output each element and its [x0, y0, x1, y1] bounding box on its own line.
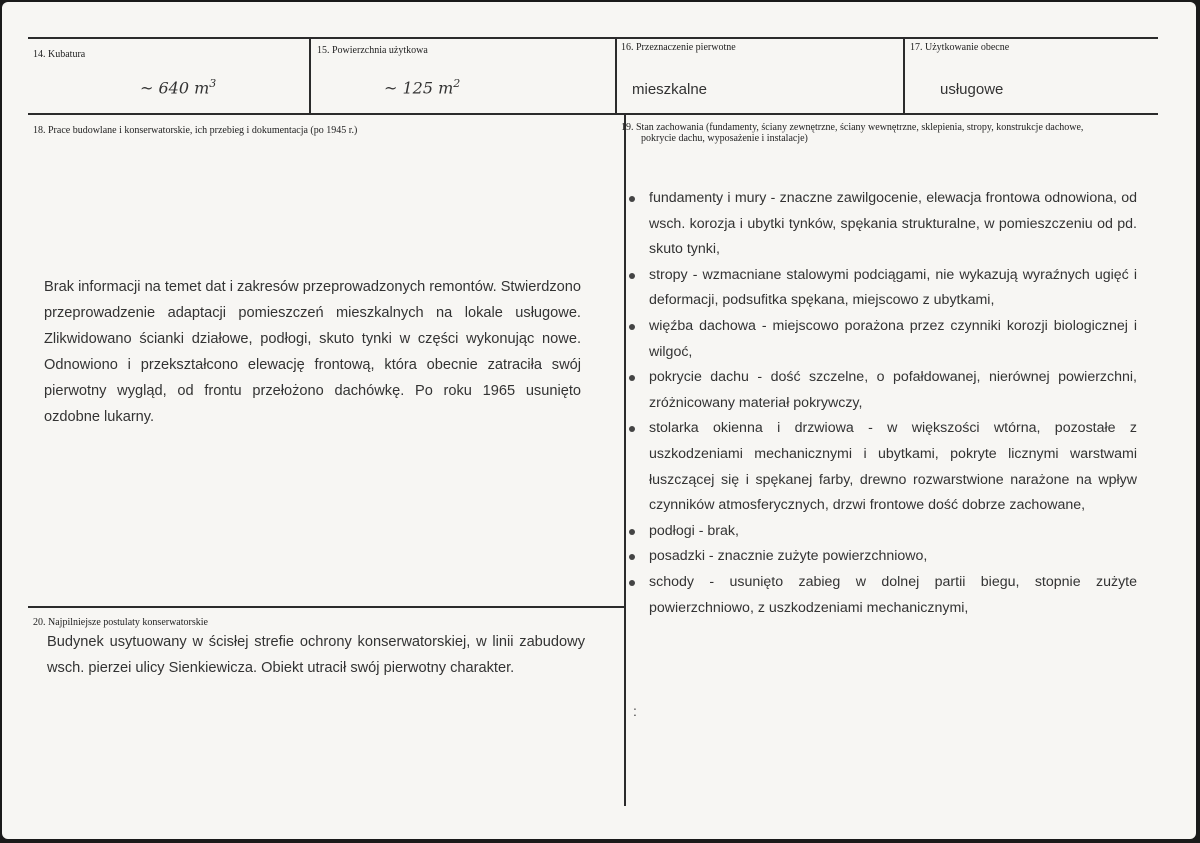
divider-15-16 [615, 38, 617, 114]
condition-item-flooring [629, 544, 1137, 570]
field-15-unit: m [438, 78, 454, 98]
condition-item-foundations [629, 186, 1137, 263]
field-20-label: 20. Najpilniejsze postulaty konserwatorskie [33, 617, 208, 628]
bullet-dot [629, 375, 635, 381]
bullet-dot [629, 529, 635, 535]
condition-item-ceilings [629, 263, 1137, 314]
divider-14-15 [309, 38, 311, 114]
trailing-mark: : [633, 703, 637, 719]
condition-item-text: podłogi - brak, [649, 522, 739, 539]
field-14-value [140, 77, 216, 97]
condition-item-text: pokrycie dachu - dość szczelne, o pofałdowanej, nierównej powierzchni, zróżnicowany materiał pokrywczy, [649, 369, 1137, 411]
condition-item-text: więźba dachowa - miejscowo porażona przez czynniki korozji biologicznej i wilgoć, [649, 317, 1137, 360]
field-14-unit: m [194, 78, 210, 98]
condition-item-text: fundamenty i mury - znaczne zawilgocenie, elewacja frontowa odnowiona, od wsch. korozja i ubytki tynków, spękania strukturalne, w pomieszczeniu od pd. skuto tynki, [649, 190, 1137, 258]
bullet-dot [629, 273, 635, 279]
field-15-number: ~ 125 [384, 78, 434, 98]
condition-item-text: stolarka okienna i drzwiowa - w większości wtórna, pozostałe z uszkodzeniami mechanicznymi i ubytkami, pokryte licznymi warstwami łuszczącej się i spękanej farby, drewno rozwarstwione narażone na wpływ czynników atmosferycznych, drzwi frontowe dość dobrze zachowane, [649, 420, 1137, 514]
bullet-dot [629, 196, 635, 202]
main-column-divider [624, 114, 626, 806]
condition-item-text: stropy - wzmacniane stalowymi podciągami, nie wykazują wyraźnych ugięć i deformacji, podsufitka spękana, miejscowo z ubytkami, [649, 266, 1137, 309]
header-bottom-line [28, 113, 1158, 115]
condition-item-roofing [629, 365, 1137, 416]
bullet-dot [629, 580, 635, 586]
condition-item-roof-truss [629, 314, 1137, 365]
field-17-label: 17. Użytkowanie obecne [910, 42, 1010, 53]
field-16-value: mieszkalne [632, 81, 708, 98]
condition-list [629, 186, 1137, 621]
condition-item-text: schody - usunięto zabieg w dolnej partii biegu, stopnie zużyte powierzchniowo, z uszkodzeniami mechanicznymi, [649, 573, 1137, 616]
divider-16-17 [903, 38, 905, 114]
bullet-dot [629, 426, 635, 432]
field-14-exponent: 3 [209, 77, 217, 90]
field-20-text: Budynek usytuowany w ścisłej strefie ochrony konserwatorskiej, w linii zabudowy wsch. pierzei ulicy Sienkiewicza. Obiekt utracił swój pierwotny charakter. [47, 634, 585, 676]
field-14-number: ~ 640 [140, 78, 190, 98]
condition-item-floors [629, 519, 1137, 545]
condition-item-joinery [629, 416, 1137, 518]
field-19-label-line1: 19. Stan zachowania (fundamenty, ściany zewnętrzne, ściany wewnętrzne, sklepienia, stropy, konstrukcje dachowe, [621, 122, 1084, 133]
field-18-text: Brak informacji na temet dat i zakresów przeprowadzonych remontów. Stwierdzono przeprowadzenie adaptacji pomieszczeń mieszkalnych na lokale usługowe. Zlikwidowano ścianki działowe, podłogi, skuto tynki w części wykonując nowe. Odnowiono i przekształcono elewację frontową, która obecnie zatraciła swój pierwotny wygląd, od frontu przełożono dachówkę. Po roku 1965 usunięto ozdobne lukarny. [44, 279, 581, 425]
field-16-label: 16. Przeznaczenie pierwotne [621, 42, 736, 53]
condition-item-stairs [629, 570, 1137, 621]
condition-item-text: posadzki - znacznie zużyte powierzchniowo, [649, 548, 928, 565]
field-14-label: 14. Kubatura [33, 49, 86, 60]
field-19-label-line2: pokrycie dachu, wyposażenie i instalacje) [641, 133, 808, 144]
section-20-top-line [28, 606, 625, 608]
field-15-value [384, 77, 460, 97]
top-border-line [28, 37, 1158, 39]
field-17-value: usługowe [940, 81, 1004, 98]
bullet-dot [629, 324, 635, 330]
field-15-label: 15. Powierzchnia użytkowa [317, 45, 428, 56]
bullet-dot [629, 554, 635, 560]
field-15-exponent: 2 [453, 77, 461, 90]
field-18-label: 18. Prace budowlane i konserwatorskie, ich przebieg i dokumentacja (po 1945 r.) [33, 125, 358, 136]
